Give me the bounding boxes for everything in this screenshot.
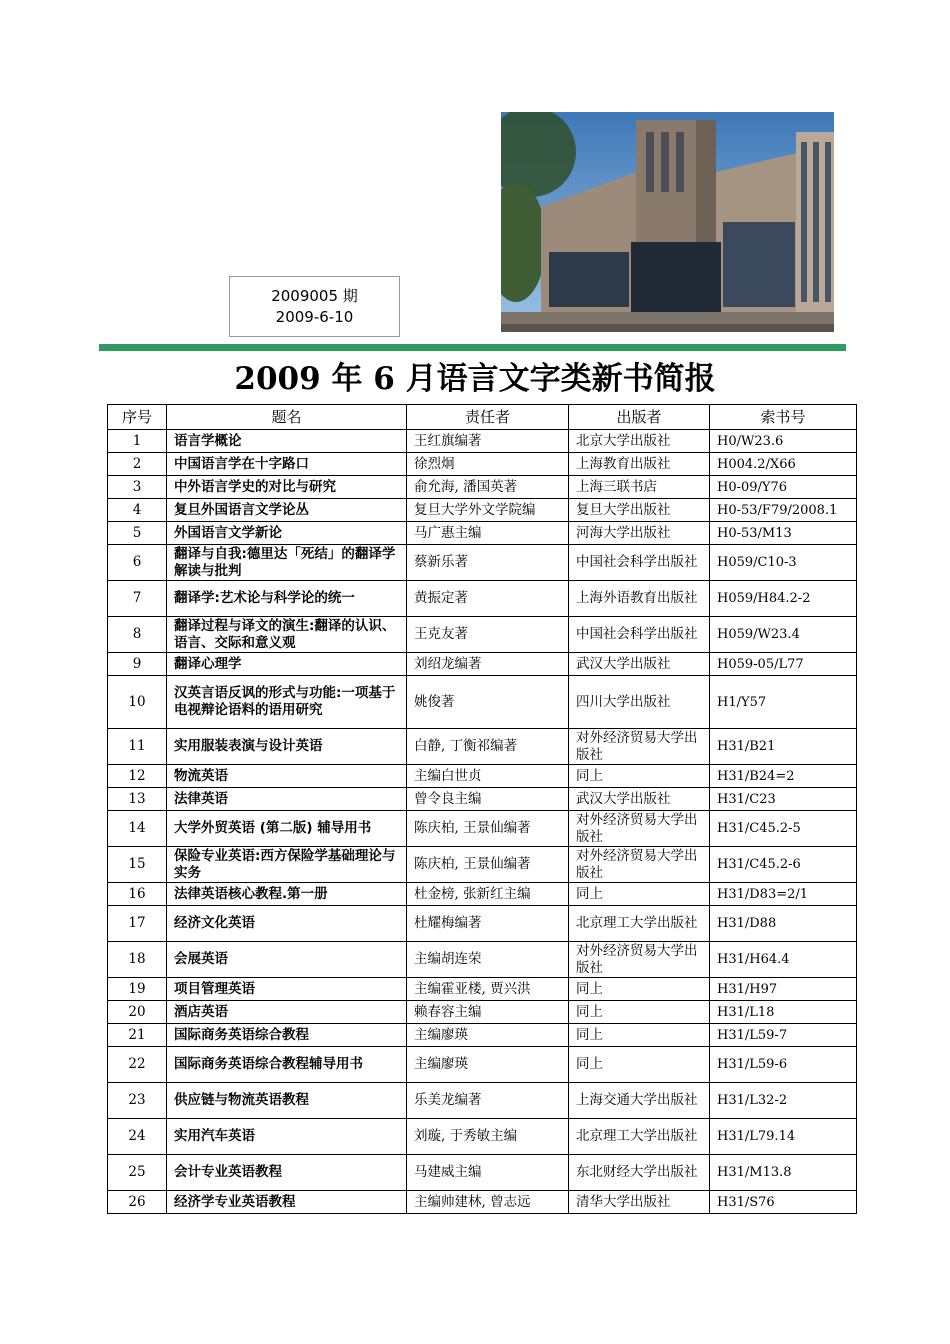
cell-publisher: 对外经济贸易大学出版社 bbox=[569, 729, 710, 765]
col-header-title: 题名 bbox=[167, 405, 407, 430]
cell-title: 复旦外国语言文学论丛 bbox=[167, 499, 407, 522]
cell-no: 6 bbox=[108, 545, 167, 581]
table-row bbox=[108, 545, 857, 581]
cell-call-number: H31/L59-7 bbox=[710, 1024, 857, 1047]
cell-call-number: H31/D88 bbox=[710, 906, 857, 942]
cell-publisher: 中国社会科学出版社 bbox=[569, 545, 710, 581]
cell-publisher: 同上 bbox=[569, 1024, 710, 1047]
cell-publisher: 中国社会科学出版社 bbox=[569, 617, 710, 653]
cell-publisher: 武汉大学出版社 bbox=[569, 788, 710, 811]
table-row bbox=[108, 978, 857, 1001]
cell-call-number: H31/D83=2/1 bbox=[710, 883, 857, 906]
cell-author: 曾令良主编 bbox=[407, 788, 569, 811]
table-row bbox=[108, 847, 857, 883]
cell-publisher: 对外经济贸易大学出版社 bbox=[569, 811, 710, 847]
cell-publisher: 四川大学出版社 bbox=[569, 676, 710, 729]
cell-title: 会展英语 bbox=[167, 942, 407, 978]
table-row bbox=[108, 1155, 857, 1191]
cell-title: 翻译心理学 bbox=[167, 653, 407, 676]
cell-no: 26 bbox=[108, 1191, 167, 1214]
cell-author: 马广惠主编 bbox=[407, 522, 569, 545]
cell-title: 经济学专业英语教程 bbox=[167, 1191, 407, 1214]
cell-call-number: H31/B21 bbox=[710, 729, 857, 765]
cell-author: 主编霍亚楼, 贾兴洪 bbox=[407, 978, 569, 1001]
cell-no: 3 bbox=[108, 476, 167, 499]
cell-no: 18 bbox=[108, 942, 167, 978]
cell-author: 复旦大学外文学院编 bbox=[407, 499, 569, 522]
cell-no: 5 bbox=[108, 522, 167, 545]
cell-no: 14 bbox=[108, 811, 167, 847]
cell-author: 主编廖瑛 bbox=[407, 1024, 569, 1047]
table-row bbox=[108, 617, 857, 653]
cell-author: 杜耀梅编著 bbox=[407, 906, 569, 942]
cell-author: 主编廖瑛 bbox=[407, 1047, 569, 1083]
cell-call-number: H31/B24=2 bbox=[710, 765, 857, 788]
cell-call-number: H0-53/F79/2008.1 bbox=[710, 499, 857, 522]
cell-title: 大学外贸英语 (第二版) 辅导用书 bbox=[167, 811, 407, 847]
col-header-author: 责任者 bbox=[407, 405, 569, 430]
table-row bbox=[108, 453, 857, 476]
cell-author: 杜金榜, 张新红主编 bbox=[407, 883, 569, 906]
cell-author: 主编胡连荣 bbox=[407, 942, 569, 978]
new-books-table bbox=[107, 404, 857, 1214]
cell-title: 翻译学:艺术论与科学论的统一 bbox=[167, 581, 407, 617]
cell-publisher: 上海教育出版社 bbox=[569, 453, 710, 476]
cell-call-number: H31/M13.8 bbox=[710, 1155, 857, 1191]
table-row bbox=[108, 788, 857, 811]
cell-call-number: H1/Y57 bbox=[710, 676, 857, 729]
cell-author: 刘璇, 于秀敏主编 bbox=[407, 1119, 569, 1155]
cell-publisher: 东北财经大学出版社 bbox=[569, 1155, 710, 1191]
cell-call-number: H31/C45.2-5 bbox=[710, 811, 857, 847]
cell-author: 乐美龙编著 bbox=[407, 1083, 569, 1119]
cell-author: 赖春容主编 bbox=[407, 1001, 569, 1024]
cell-publisher: 同上 bbox=[569, 883, 710, 906]
cell-no: 22 bbox=[108, 1047, 167, 1083]
cell-no: 10 bbox=[108, 676, 167, 729]
cell-title: 语言学概论 bbox=[167, 430, 407, 453]
cell-no: 7 bbox=[108, 581, 167, 617]
cell-author: 主编帅建林, 曾志远 bbox=[407, 1191, 569, 1214]
issue-box bbox=[229, 276, 400, 337]
cell-title: 翻译过程与译文的演生:翻译的认识、语言、交际和意义观 bbox=[167, 617, 407, 653]
cell-publisher: 同上 bbox=[569, 978, 710, 1001]
cell-author: 姚俊著 bbox=[407, 676, 569, 729]
cell-no: 11 bbox=[108, 729, 167, 765]
cell-publisher: 上海三联书店 bbox=[569, 476, 710, 499]
col-header-publisher: 出版者 bbox=[569, 405, 710, 430]
cell-no: 19 bbox=[108, 978, 167, 1001]
cell-publisher: 对外经济贸易大学出版社 bbox=[569, 847, 710, 883]
cell-no: 23 bbox=[108, 1083, 167, 1119]
cell-publisher: 清华大学出版社 bbox=[569, 1191, 710, 1214]
cell-call-number: H059-05/L77 bbox=[710, 653, 857, 676]
cell-author: 黄振定著 bbox=[407, 581, 569, 617]
cell-title: 经济文化英语 bbox=[167, 906, 407, 942]
cell-call-number: H0/W23.6 bbox=[710, 430, 857, 453]
cell-no: 13 bbox=[108, 788, 167, 811]
cell-title: 法律英语 bbox=[167, 788, 407, 811]
cell-author: 刘绍龙编著 bbox=[407, 653, 569, 676]
cell-call-number: H31/L18 bbox=[710, 1001, 857, 1024]
cell-title: 汉英言语反讽的形式与功能:一项基于电视辩论语料的语用研究 bbox=[167, 676, 407, 729]
cell-call-number: H31/L59-6 bbox=[710, 1047, 857, 1083]
table-row bbox=[108, 1024, 857, 1047]
table-row bbox=[108, 942, 857, 978]
table-row bbox=[108, 476, 857, 499]
cell-no: 20 bbox=[108, 1001, 167, 1024]
cell-call-number: H004.2/X66 bbox=[710, 453, 857, 476]
issue-date: 2009-6-10 bbox=[275, 307, 354, 326]
table-row bbox=[108, 883, 857, 906]
cell-call-number: H31/C45.2-6 bbox=[710, 847, 857, 883]
cell-call-number: H059/C10-3 bbox=[710, 545, 857, 581]
cell-title: 会计专业英语教程 bbox=[167, 1155, 407, 1191]
table-row bbox=[108, 765, 857, 788]
cell-author: 王红旗编著 bbox=[407, 430, 569, 453]
cell-author: 白静, 丁衡祁编著 bbox=[407, 729, 569, 765]
cell-no: 21 bbox=[108, 1024, 167, 1047]
cell-author: 陈庆柏, 王景仙编著 bbox=[407, 811, 569, 847]
cell-call-number: H31/L32-2 bbox=[710, 1083, 857, 1119]
cell-call-number: H059/H84.2-2 bbox=[710, 581, 857, 617]
cell-call-number: H31/C23 bbox=[710, 788, 857, 811]
cell-author: 蔡新乐著 bbox=[407, 545, 569, 581]
col-header-call-number: 索书号 bbox=[710, 405, 857, 430]
cell-title: 翻译与自我:德里达「死结」的翻译学解读与批判 bbox=[167, 545, 407, 581]
cell-title: 中国语言学在十字路口 bbox=[167, 453, 407, 476]
cell-title: 保险专业英语:西方保险学基础理论与实务 bbox=[167, 847, 407, 883]
table-row bbox=[108, 811, 857, 847]
cell-author: 马建威主编 bbox=[407, 1155, 569, 1191]
cell-title: 物流英语 bbox=[167, 765, 407, 788]
cell-title: 酒店英语 bbox=[167, 1001, 407, 1024]
cell-title: 外国语言文学新论 bbox=[167, 522, 407, 545]
cell-no: 12 bbox=[108, 765, 167, 788]
cell-call-number: H0-53/M13 bbox=[710, 522, 857, 545]
table-row bbox=[108, 430, 857, 453]
table-row bbox=[108, 1083, 857, 1119]
cell-title: 国际商务英语综合教程辅导用书 bbox=[167, 1047, 407, 1083]
table-row bbox=[108, 906, 857, 942]
page-title: 2009 年 6 月语言文字类新书简报 bbox=[234, 361, 716, 397]
table-row bbox=[108, 1191, 857, 1214]
cell-publisher: 上海交通大学出版社 bbox=[569, 1083, 710, 1119]
cell-title: 中外语言学史的对比与研究 bbox=[167, 476, 407, 499]
cell-no: 24 bbox=[108, 1119, 167, 1155]
cell-call-number: H31/S76 bbox=[710, 1191, 857, 1214]
table-row bbox=[108, 499, 857, 522]
cell-no: 8 bbox=[108, 617, 167, 653]
cell-author: 陈庆柏, 王景仙编著 bbox=[407, 847, 569, 883]
cell-no: 9 bbox=[108, 653, 167, 676]
cell-publisher: 北京大学出版社 bbox=[569, 430, 710, 453]
cell-title: 实用服装表演与设计英语 bbox=[167, 729, 407, 765]
table-row bbox=[108, 676, 857, 729]
cell-publisher: 对外经济贸易大学出版社 bbox=[569, 942, 710, 978]
table-row bbox=[108, 522, 857, 545]
header-divider bbox=[99, 344, 846, 351]
cell-title: 项目管理英语 bbox=[167, 978, 407, 1001]
library-building-photo bbox=[501, 112, 834, 332]
table-row bbox=[108, 581, 857, 617]
cell-publisher: 北京理工大学出版社 bbox=[569, 1119, 710, 1155]
cell-publisher: 上海外语教育出版社 bbox=[569, 581, 710, 617]
table-row bbox=[108, 1047, 857, 1083]
col-header-no: 序号 bbox=[108, 405, 167, 430]
cell-author: 俞允海, 潘国英著 bbox=[407, 476, 569, 499]
cell-publisher: 同上 bbox=[569, 1047, 710, 1083]
cell-publisher: 武汉大学出版社 bbox=[569, 653, 710, 676]
cell-call-number: H31/L79.14 bbox=[710, 1119, 857, 1155]
cell-no: 2 bbox=[108, 453, 167, 476]
cell-no: 17 bbox=[108, 906, 167, 942]
cell-call-number: H31/H97 bbox=[710, 978, 857, 1001]
table-header-row bbox=[108, 405, 857, 430]
table-row bbox=[108, 653, 857, 676]
cell-call-number: H31/H64.4 bbox=[710, 942, 857, 978]
table-row bbox=[108, 729, 857, 765]
cell-publisher: 北京理工大学出版社 bbox=[569, 906, 710, 942]
cell-author: 主编白世贞 bbox=[407, 765, 569, 788]
cell-call-number: H059/W23.4 bbox=[710, 617, 857, 653]
cell-title: 实用汽车英语 bbox=[167, 1119, 407, 1155]
cell-publisher: 同上 bbox=[569, 765, 710, 788]
cell-title: 供应链与物流英语教程 bbox=[167, 1083, 407, 1119]
cell-no: 16 bbox=[108, 883, 167, 906]
issue-number: 2009005 期 bbox=[271, 286, 358, 305]
cell-publisher: 河海大学出版社 bbox=[569, 522, 710, 545]
table-row bbox=[108, 1119, 857, 1155]
cell-title: 法律英语核心教程.第一册 bbox=[167, 883, 407, 906]
cell-no: 4 bbox=[108, 499, 167, 522]
table-row bbox=[108, 1001, 857, 1024]
cell-author: 徐烈炯 bbox=[407, 453, 569, 476]
cell-no: 25 bbox=[108, 1155, 167, 1191]
cell-publisher: 同上 bbox=[569, 1001, 710, 1024]
cell-no: 15 bbox=[108, 847, 167, 883]
cell-title: 国际商务英语综合教程 bbox=[167, 1024, 407, 1047]
cell-publisher: 复旦大学出版社 bbox=[569, 499, 710, 522]
cell-no: 1 bbox=[108, 430, 167, 453]
cell-author: 王克友著 bbox=[407, 617, 569, 653]
cell-call-number: H0-09/Y76 bbox=[710, 476, 857, 499]
